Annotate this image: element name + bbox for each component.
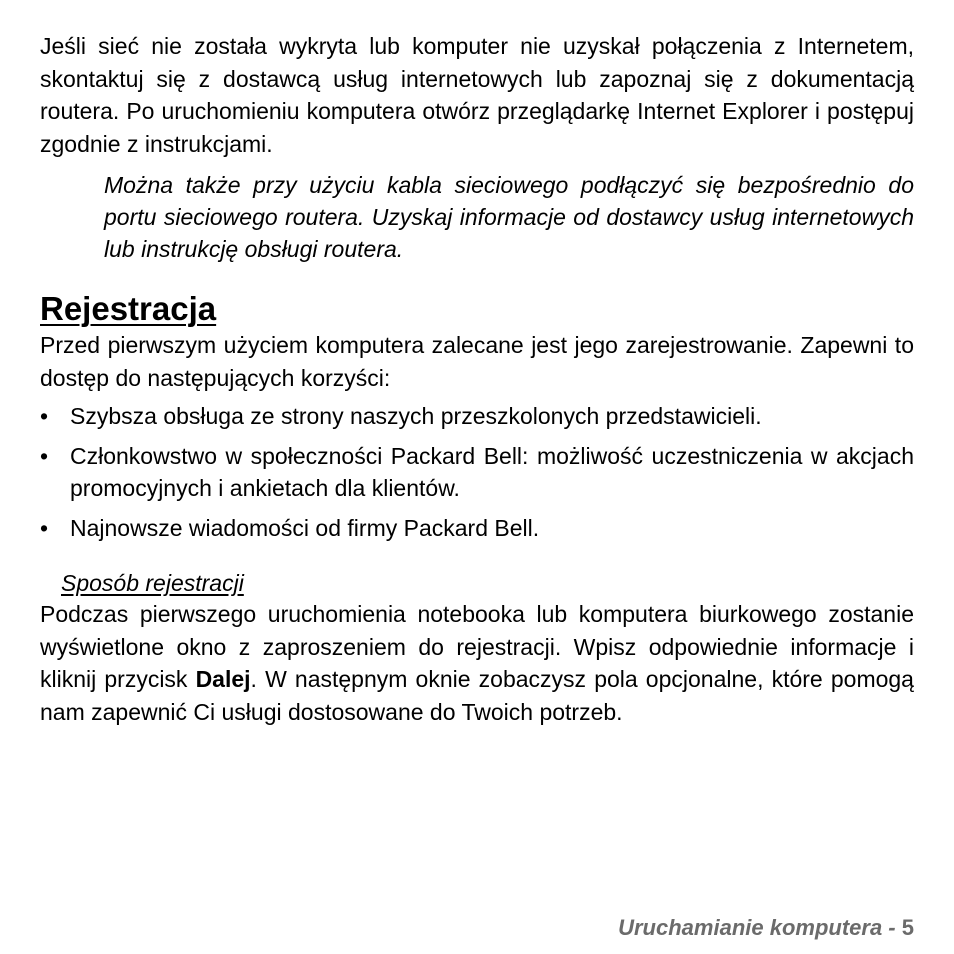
page-number: 5 bbox=[901, 915, 914, 940]
list-item bbox=[40, 512, 914, 544]
page-footer bbox=[618, 915, 914, 941]
dalej-button-name: Dalej bbox=[195, 666, 251, 692]
registration-text-before: Podczas pierwszego uruchomienia notebooka lub komputera biurkowego zostanie wyświetlone okno z zaproszeniem do rejestracji. Wpisz odpowiednie informacje i kliknij przycisk bbox=[40, 601, 914, 692]
list-item bbox=[40, 400, 914, 432]
registration-paragraph bbox=[40, 598, 914, 728]
footer-chapter: Uruchamianie komputera - bbox=[618, 915, 902, 940]
section-title: Rejestracja bbox=[40, 290, 217, 327]
registration-text-after: . W następnym oknie zobaczysz pola opcjonalne, które pomogą nam zapewnić Ci usługi dostosowane do Twoich potrzeb. bbox=[40, 666, 914, 725]
benefits-list bbox=[40, 400, 914, 544]
bullet-icon: • bbox=[40, 515, 49, 541]
intro-paragraph: Jeśli sieć nie została wykryta lub komputer nie uzyskał połączenia z Internetem, skontaktuj się z dostawcą usług internetowych lub zapoznaj się z dokumentacją routera. Po uruchomieniu komputera otwórz przeglądarkę Internet Explorer i postępuj zgodnie z instrukcjami. bbox=[40, 33, 914, 157]
note-paragraph: Można także przy użyciu kabla sieciowego podłączyć się bezpośrednio do portu sieciowego routera. Uzyskaj informacje od dostawcy usług internetowych lub instrukcję obsługi routera. bbox=[104, 172, 914, 262]
list-item bbox=[40, 440, 914, 504]
subsection-title: Sposób rejestracji bbox=[61, 570, 244, 596]
list-item-text: Członkowstwo w społeczności Packard Bell: możliwość uczestniczenia w akcjach promocyjnych i ankietach dla klientów. bbox=[70, 443, 914, 501]
bullet-icon: • bbox=[40, 443, 49, 469]
section-intro: Przed pierwszym użyciem komputera zalecane jest jego zarejestrowanie. Zapewni to dostęp do następujących korzyści: bbox=[40, 332, 914, 391]
list-item-text: Najnowsze wiadomości od firmy Packard Bell. bbox=[70, 515, 540, 541]
bullet-icon: • bbox=[40, 403, 49, 429]
list-item-text: Szybsza obsługa ze strony naszych przeszkolonych przedstawicieli. bbox=[70, 403, 762, 429]
document-page bbox=[40, 30, 914, 728]
